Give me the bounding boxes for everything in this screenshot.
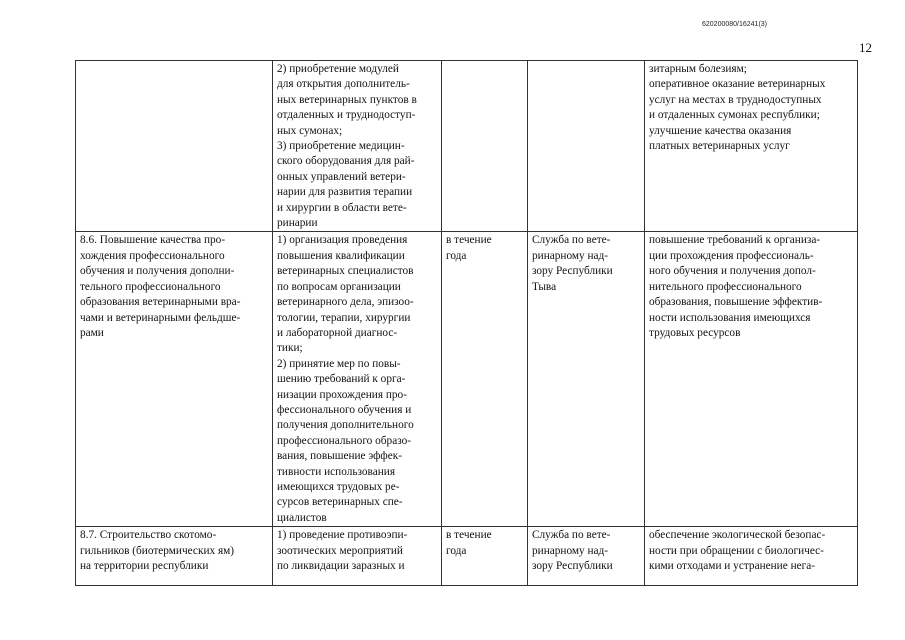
responsible-cell <box>528 61 645 232</box>
cell-text-line: Служба по вете- <box>532 529 611 542</box>
action-cell <box>76 527 273 586</box>
cell-text-line: повышение требований к организа- <box>649 234 821 247</box>
cell-text-line: 3) приобретение медицин- <box>277 140 405 153</box>
measures-cell <box>273 527 442 586</box>
cell-text-line: повышения квалификации <box>277 249 405 262</box>
action-cell <box>76 232 273 527</box>
cell-text-line: гильников (биотермических ям) <box>80 544 235 557</box>
result-cell <box>645 527 858 586</box>
cell-text-line: имеющихся трудовых ре- <box>277 480 400 493</box>
cell-text-line: 2) принятие мер по повы- <box>277 357 401 370</box>
cell-text-line: отдаленных и труднодоступ- <box>277 109 416 122</box>
cell-text-line: ского оборудования для рай- <box>277 155 415 168</box>
cell-text-line: и лабораторной диагнос- <box>277 326 398 339</box>
cell-text-line: 1) проведение противоэпи- <box>277 529 408 542</box>
term-cell <box>442 61 528 232</box>
result-cell <box>645 232 858 527</box>
cell-text-line: 1) организация проведения <box>277 234 408 247</box>
cell-text-line: ринарии <box>277 217 318 230</box>
cell-text-line: зоотических мероприятий <box>277 544 403 557</box>
cell-text-line: 8.6. Повышение качества про- <box>80 234 226 247</box>
cell-text-line: 8.7. Строительство скотомо- <box>80 529 217 542</box>
cell-text-line: оперативное оказание ветеринарных <box>649 78 826 91</box>
cell-text-line: Служба по вете- <box>532 234 611 247</box>
cell-text-line: нительного профессионального <box>649 280 802 293</box>
cell-text-line: зору Республики <box>532 560 613 572</box>
measures-cell <box>273 61 442 232</box>
cell-text-line: ветеринарного дела, эпизоо- <box>277 296 414 309</box>
cell-text-line: циалистов <box>277 511 327 524</box>
cell-text-line: нарии для развития терапии <box>277 186 413 199</box>
term-cell <box>442 527 528 586</box>
document-id: 620200080/16241(3) <box>702 21 768 28</box>
cell-text-line: по вопросам организации <box>277 280 401 293</box>
cell-text-line: образования, повышение эффектив- <box>649 296 823 309</box>
responsible-cell <box>528 232 645 527</box>
cell-text-line: для открытия дополнитель- <box>277 78 410 91</box>
cell-text-line: ности использования имеющихся <box>649 311 811 324</box>
cell-text-line: по ликвидации заразных и <box>277 560 405 572</box>
cell-text-line: получения дополнительного <box>277 419 414 432</box>
table-row <box>76 61 858 232</box>
table-row <box>76 527 858 586</box>
cell-text-line: в течение <box>446 234 492 247</box>
cell-text-line: ринарному над- <box>532 249 609 262</box>
cell-text-line: трудовых ресурсов <box>649 326 741 339</box>
result-cell <box>645 61 858 232</box>
cell-text-line: зору Республики <box>532 265 613 278</box>
cell-text-line: фессионального обучения и <box>277 403 412 416</box>
cell-text-line: хождения профессионального <box>80 249 225 262</box>
cell-text-line: чами и ветеринарными фельдше- <box>80 311 241 324</box>
cell-text-line: 2) приобретение модулей <box>277 63 399 75</box>
cell-text-line: года <box>446 544 467 557</box>
cell-text-line: профессионального образо- <box>277 434 412 447</box>
cell-text-line: ветеринарных специалистов <box>277 265 414 278</box>
page-number: 12 <box>859 40 872 55</box>
cell-text-line: услуг на местах в труднодоступных <box>649 93 822 106</box>
cell-text-line: ции прохождения профессиональ- <box>649 249 814 262</box>
cell-text-line: рами <box>80 326 104 339</box>
cell-text-line: онных управлений ветери- <box>277 170 406 183</box>
cell-text-line: тики; <box>277 342 303 355</box>
cell-text-line: ных сумонах; <box>277 124 343 137</box>
cell-text-line: Тыва <box>532 280 557 293</box>
cell-text-line: вания, повышение эффек- <box>277 450 403 463</box>
cell-text-line: ных ветеринарных пунктов в <box>277 93 417 106</box>
cell-text-line: в течение <box>446 529 492 542</box>
table-row <box>76 232 858 527</box>
cell-text-line: тельного профессионального <box>80 280 221 293</box>
cell-text-line: улучшение качества оказания <box>649 124 792 137</box>
cell-text-line: сурсов ветеринарных спе- <box>277 496 403 509</box>
cell-text-line: шению требований к орга- <box>277 373 406 386</box>
cell-text-line: ного обучения и получения допол- <box>649 265 816 278</box>
cell-text-line: образования ветеринарными вра- <box>80 296 241 309</box>
cell-text-line: обеспечение экологической безопас- <box>649 529 826 542</box>
cell-text-line: ринарному над- <box>532 544 609 557</box>
cell-text-line: кими отходами и устранение нега- <box>649 560 816 572</box>
action-cell <box>76 61 273 232</box>
cell-text-line: тологии, терапии, хирургии <box>277 311 411 324</box>
measures-cell <box>273 232 442 527</box>
cell-text-line: зитарным болезиям; <box>649 63 747 75</box>
cell-text-line: низации прохождения про- <box>277 388 407 401</box>
cell-text-line: обучения и получения дополни- <box>80 265 235 278</box>
cell-text-line: и хирургии в области вете- <box>277 201 407 214</box>
cell-text-line: года <box>446 249 467 262</box>
measures-table <box>75 60 858 586</box>
responsible-cell <box>528 527 645 586</box>
cell-text-line: тивности использования <box>277 465 396 478</box>
cell-text-line: на территории республики <box>80 560 209 572</box>
term-cell <box>442 232 528 527</box>
cell-text-line: платных ветеринарных услуг <box>649 140 790 153</box>
cell-text-line: ности при обращении с биологичес- <box>649 544 824 557</box>
cell-text-line: и отдаленных сумонах республики; <box>649 109 820 122</box>
